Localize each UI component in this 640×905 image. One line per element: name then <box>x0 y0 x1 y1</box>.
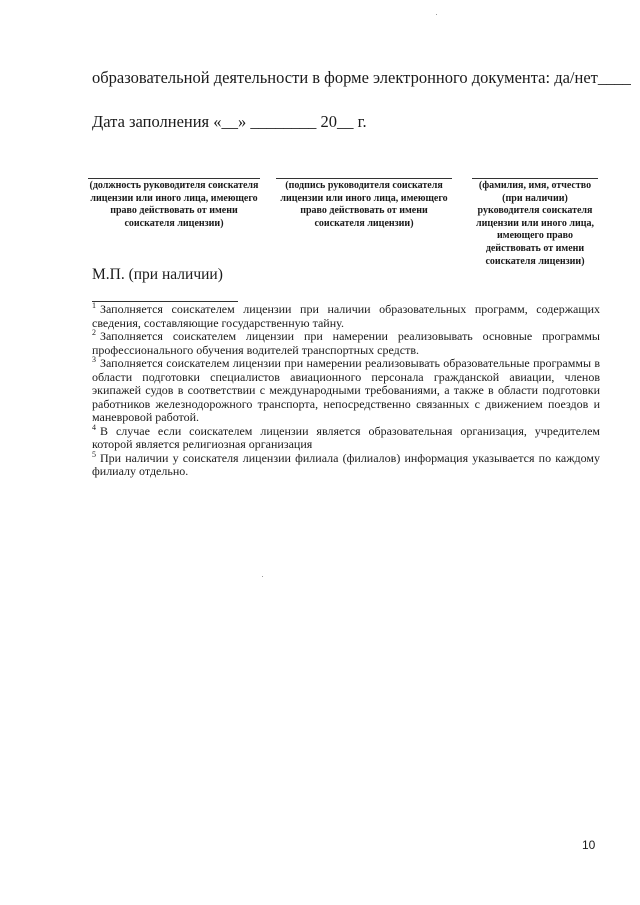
signature-line <box>88 178 260 179</box>
electronic-document-line: образовательной деятельности в форме электронного документа: да/нет____ <box>92 68 631 87</box>
footnote-mark: 4 <box>92 422 96 432</box>
scan-speck <box>262 576 263 577</box>
scan-speck <box>436 14 437 15</box>
page-number: 10 <box>582 838 596 852</box>
position-caption: (должность руководителя соискателя лицензии или иного лица, имеющего право действовать от имени соискателя лицензии) <box>89 180 259 229</box>
footnote <box>92 330 600 357</box>
footnotes <box>92 303 600 479</box>
footnote-text: Заполняется соискателем лицензии при намерении реализовывать образовательные программы в области подготовки специалистов авиационного персонала гражданской авиации, членов экипажей судов в соответствии с международными требованиями, а также в области подготовки работников железнодорожного транспорта, непосредственно связанных с движением поездов и маневровой работой. <box>92 356 600 424</box>
footnote-text: В случае если соискателем лицензии является образовательная организация, учредителем которой является религиозная организация <box>92 423 600 451</box>
signature-line <box>472 178 598 179</box>
seal-note: М.П. (при наличии) <box>92 266 223 283</box>
footnote-text: Заполняется соискателем лицензии при намерении реализовывать основные программы профессионального обучения водителей транспортных средств. <box>92 329 600 357</box>
footnote-mark: 1 <box>92 301 96 310</box>
footnote <box>92 422 600 452</box>
footnote-mark: 2 <box>92 328 96 337</box>
signature-caption: (подпись руководителя соискателя лицензии или иного лица, имеющего право действовать от имени соискателя лицензии) <box>280 180 448 229</box>
footnote-text: При наличии у соискателя лицензии филиала (филиалов) информация указывается по каждому филиалу отдельно. <box>92 450 600 478</box>
footnote-text: Заполняется соискателем лицензии при наличии образовательных программ, содержащих сведения, составляющие государственную тайну. <box>92 302 600 330</box>
footnote-mark: 5 <box>92 449 96 459</box>
footnote <box>92 449 600 479</box>
signature-line <box>276 178 452 179</box>
footnote-mark: 3 <box>92 355 96 364</box>
fill-date-line: Дата заполнения «__» ________ 20__ г. <box>92 112 367 131</box>
footnote <box>92 357 600 425</box>
signature-block-name <box>472 180 598 268</box>
footnote <box>92 303 600 330</box>
name-caption: (фамилия, имя, отчество (при наличии) руководителя соискателя лицензии или иного лица, имеющего право действовать от имени соискателя лицензии) <box>476 180 594 267</box>
signature-block-position <box>88 180 260 230</box>
signature-block-signature <box>276 180 452 230</box>
